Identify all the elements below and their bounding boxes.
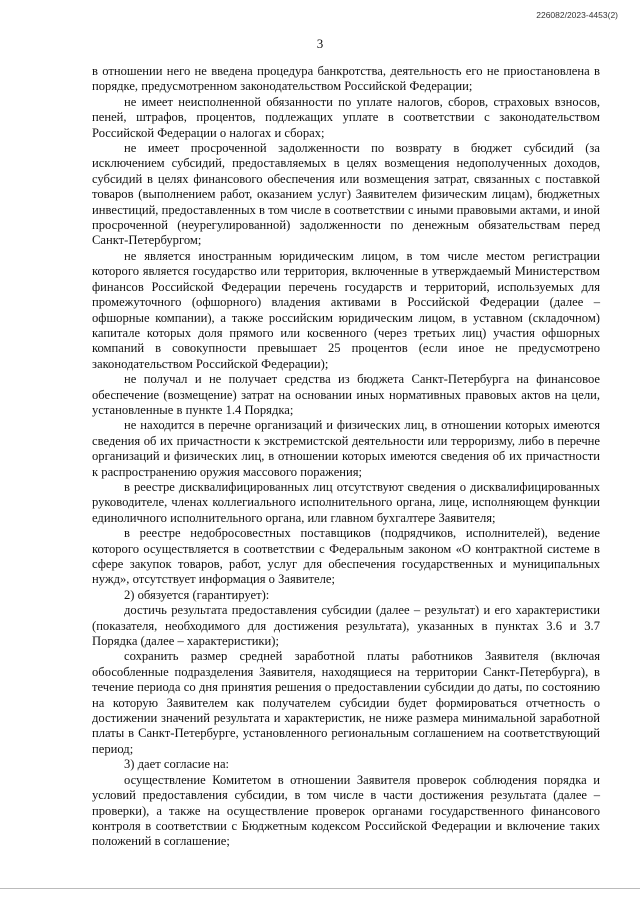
- paragraph: осуществление Комитетом в отношении Заявителя проверок соблюдения порядка и условий предоставления субсидии, в том числе в части достижения результата (далее – проверки), а также на осуществление проверок органами государственного финансового контроля в соответствии с Бюджетным кодексом Российской Федерации и включение таких положений в соглашение;: [92, 772, 600, 849]
- paragraph: не получал и не получает средства из бюджета Санкт-Петербурга на финансовое обеспечение (возмещение) затрат на основании иных нормативных правовых актов на цели, установленные в пункте 1.4 Порядка;: [92, 372, 600, 417]
- paragraph: сохранить размер средней заработной платы работников Заявителя (включая обособленные подразделения Заявителя, находящиеся на территории Санкт-Петербурга), в течение периода со дня принятия решения о предоставлении субсидии до даты, по состоянию на которую Заявителем как получателем субсидии будет формироваться отчетность о достижении значений результата и характеристик, не ниже размера минимальной заработной платы в Санкт-Петербурге, установленного региональным соглашением на соответствующий период;: [92, 649, 600, 756]
- scan-edge-divider: [0, 888, 640, 889]
- paragraph: не находится в перечне организаций и физических лиц, в отношении которых имеются сведения об их причастности к экстремистской деятельности или терроризму, либо в перечне организаций и физических лиц, в отношении которых имеются сведения об их причастности к распространению оружия массового поражения;: [92, 418, 600, 479]
- document-body: [92, 64, 600, 850]
- page-number: 3: [316, 36, 324, 51]
- paragraph: 3) дает согласие на:: [124, 757, 230, 772]
- paragraph: в отношении него не введена процедура банкротства, деятельность его не приостановлена в порядке, предусмотренном законодательством Российской Федерации;: [92, 64, 600, 94]
- paragraph: не имеет просроченной задолженности по возврату в бюджет субсидий (за исключением субсидий, предоставляемых в целях возмещения недополученных доходов, субсидий в целях финансового обеспечения или возмещения затрат, связанных с поставкой товаров (выполнением работ, оказанием услуг) Заявителем физическим лицам), бюджетных инвестиций, предоставленных в том числе в соответствии с иными правовыми актами, и иной просроченной (неурегулированной) задолженности по денежным обязательствам перед Санкт-Петербургом;: [92, 141, 600, 248]
- paragraph: 2) обязуется (гарантирует):: [124, 587, 270, 602]
- paragraph: в реестре дисквалифицированных лиц отсутствуют сведения о дисквалифицированных руководителе, членах коллегиального исполнительного органа, лице, исполняющем функции единоличного исполнительного органа, или главном бухгалтере Заявителя;: [92, 479, 600, 525]
- paragraph: в реестре недобросовестных поставщиков (подрядчиков, исполнителей), ведение которого осуществляется в соответствии с Федеральным законом «О контрактной системе в сфере закупок товаров, работ, услуг для обеспечения государственных и муниципальных нужд», отсутствует информация о Заявителе;: [92, 526, 600, 587]
- paragraph: не имеет неисполненной обязанности по уплате налогов, сборов, страховых взносов, пеней, штрафов, процентов, подлежащих уплате в соответствии с законодательством Российской Федерации о налогах и сборах;: [92, 94, 600, 140]
- document-number: 226082/2023-4453(2): [536, 10, 618, 20]
- paragraph: не является иностранным юридическим лицом, в том числе местом регистрации которого является государство или территория, включенные в утверждаемый Министерством финансов Российской Федерации перечень государств и территорий, используемых для промежуточного (офшорного) владения активами в Российской Федерации (далее – офшорные компании), а также российским юридическим лицом, в уставном (складочном) капитале которых доля прямого или косвенного (через третьих лиц) участия офшорных компаний в совокупности превышает 25 процентов (если иное не предусмотрено законодательством Российской Федерации);: [92, 248, 600, 371]
- paragraph: достичь результата предоставления субсидии (далее – результат) и его характеристики (показателя, необходимого для достижения результата), указанных в пунктах 3.6 и 3.7 Порядка (далее – характеристики);: [92, 603, 600, 649]
